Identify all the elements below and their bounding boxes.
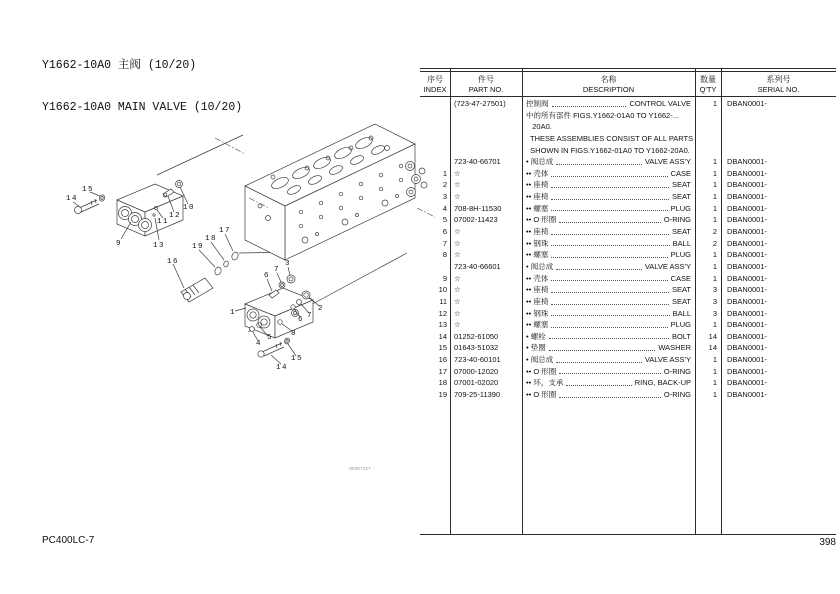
bolt-14-graphic xyxy=(75,199,100,214)
cell-part-no: (723-47-27501) xyxy=(454,99,506,108)
table-row xyxy=(420,249,836,261)
cell-index: 10 xyxy=(438,285,447,295)
cell-part-no: ☆ xyxy=(454,273,461,283)
callout-6: 6 xyxy=(297,316,305,324)
cell-part-no: ☆ xyxy=(454,285,461,295)
cell-index: 4 xyxy=(442,203,447,213)
cell-index: 17 xyxy=(438,366,447,376)
dot-leader xyxy=(552,106,627,107)
cell-part-no: 07002-11423 xyxy=(454,215,498,225)
ball-7-upper-graphic xyxy=(279,282,285,288)
dot-leader xyxy=(559,373,661,374)
table-row xyxy=(420,156,836,168)
cell-serial: DBAN0001- xyxy=(727,343,768,353)
table-row xyxy=(420,238,836,250)
cell-description: •• O 形圈 O-RING xyxy=(526,215,691,225)
cell-description: • 阀总成 VALVE ASS'Y xyxy=(526,261,691,271)
callout-4: 4 xyxy=(255,340,263,348)
table-row xyxy=(420,366,836,378)
table-header-rule xyxy=(420,96,836,97)
cell-qty: 3 xyxy=(712,285,717,295)
cell-serial: DBAN0001- xyxy=(727,157,768,167)
cell-serial: DBAN0001- xyxy=(727,238,768,248)
callout-18: 18 xyxy=(204,235,218,243)
cell-part-no: 723-40-66601 xyxy=(454,261,501,271)
cell-description: • 垫圈 WASHER xyxy=(526,343,691,353)
plug-3-graphic xyxy=(287,275,295,283)
cell-index: 12 xyxy=(438,308,447,318)
cell-part-no: ☆ xyxy=(454,168,461,178)
cell-index: 13 xyxy=(438,320,447,330)
callout-8: 8 xyxy=(290,330,298,338)
dot-leader xyxy=(551,257,667,258)
cell-qty: 1 xyxy=(712,168,717,178)
table-row xyxy=(420,133,836,145)
cell-index: 3 xyxy=(442,192,447,202)
dot-leader xyxy=(551,327,667,328)
cell-serial: DBAN0001- xyxy=(727,99,768,108)
cell-serial: DBAN0001- xyxy=(727,378,768,388)
cell-serial: DBAN0001- xyxy=(727,227,768,237)
footer-model-label: PC400LC-7 xyxy=(42,535,95,546)
cell-qty: 1 xyxy=(712,192,717,202)
cell-part-no: 708-8H-11530 xyxy=(454,203,502,213)
cell-index: 2 xyxy=(442,180,447,190)
dot-leader xyxy=(559,222,661,223)
dot-leader xyxy=(551,187,669,188)
cell-description-note: 20A0. xyxy=(526,122,552,132)
dot-leader xyxy=(551,234,669,235)
cell-description: •• 螺塞 PLUG xyxy=(526,320,691,330)
page-title-en: Y1662-10A0 MAIN VALVE (10/20) xyxy=(42,101,243,114)
table-row xyxy=(420,110,836,122)
ring-10-graphic xyxy=(176,181,183,188)
cell-part-no: 709-25-11390 xyxy=(454,390,501,400)
callout-15: 15 xyxy=(290,355,304,363)
cell-qty: 1 xyxy=(712,180,717,190)
dot-leader xyxy=(566,385,631,386)
cell-part-no: 01643-51032 xyxy=(454,343,499,353)
cell-description: •• 钢珠 BALL xyxy=(526,308,691,318)
parts-table-body xyxy=(420,98,836,401)
cell-qty: 2 xyxy=(712,238,717,248)
cell-description: •• O 形圈 O-RING xyxy=(526,390,691,400)
table-row xyxy=(420,331,836,343)
cell-serial: DBAN0001- xyxy=(727,355,768,365)
callout-3: 3 xyxy=(284,260,292,268)
header-serial-no: 系列号 SERIAL NO. xyxy=(757,75,800,94)
cell-part-no: 07000-12020 xyxy=(454,366,499,376)
cell-serial: DBAN0001- xyxy=(727,180,768,190)
dot-leader xyxy=(551,292,669,293)
drawing-number: 00307227 xyxy=(349,467,371,472)
cell-index: 14 xyxy=(438,331,447,341)
o-ring-19-graphic xyxy=(199,250,222,276)
cell-description: •• 座椅 SEAT xyxy=(526,285,691,295)
plug-8-graphic xyxy=(278,320,283,325)
cell-index: 1 xyxy=(442,168,447,178)
cell-description: •• 座椅 SEAT xyxy=(526,296,691,306)
cell-description: •• 座椅 SEAT xyxy=(526,192,691,202)
cell-qty: 2 xyxy=(712,227,717,237)
o-ring-17-graphic xyxy=(225,234,239,261)
table-row xyxy=(420,389,836,401)
cell-index: 6 xyxy=(442,227,447,237)
cell-index: 7 xyxy=(442,238,447,248)
dot-leader xyxy=(551,315,669,316)
table-row xyxy=(420,308,836,320)
main-valve-block xyxy=(245,124,427,260)
callout-9: 9 xyxy=(115,240,123,248)
cell-description-note: SHOWN IN FIGS.Y1662-01A0 TO Y1662-20A0. xyxy=(526,145,690,155)
washer-15-graphic xyxy=(98,194,105,202)
cell-qty: 1 xyxy=(712,250,717,260)
table-row xyxy=(420,121,836,133)
cell-description: • 阀总成 VALVE ASS'Y xyxy=(526,157,691,167)
cell-serial: DBAN0001- xyxy=(727,250,768,260)
header-description: 名称 DESCRIPTION xyxy=(582,75,635,94)
cell-part-no: ☆ xyxy=(454,180,461,190)
dot-leader xyxy=(551,304,669,305)
callout-10: 10 xyxy=(182,204,196,212)
callout-1: 1 xyxy=(229,309,237,317)
dot-leader xyxy=(549,350,656,351)
dot-leader xyxy=(551,280,667,281)
cell-qty: 3 xyxy=(712,296,717,306)
cell-description: •• 螺塞 PLUG xyxy=(526,203,691,213)
table-header xyxy=(420,72,836,96)
callout-17: 17 xyxy=(218,227,232,235)
cell-part-no: 723-40-66701 xyxy=(454,157,501,167)
cell-description: 控制阀 CONTROL VALVE xyxy=(526,99,691,108)
cell-part-no: ☆ xyxy=(454,296,461,306)
table-row xyxy=(420,342,836,354)
cell-qty: 14 xyxy=(708,331,717,341)
table-row xyxy=(420,377,836,389)
dot-leader xyxy=(556,269,642,270)
cell-part-no: ☆ xyxy=(454,308,461,318)
dot-leader xyxy=(556,164,642,165)
cell-part-no: ☆ xyxy=(454,320,461,330)
callout-19: 19 xyxy=(191,243,205,251)
cell-description: •• 钢珠 BALL xyxy=(526,238,691,248)
cell-qty: 14 xyxy=(708,343,717,353)
header-part-no: 件号 PART NO. xyxy=(468,75,504,94)
cell-qty: 1 xyxy=(712,320,717,330)
cell-serial: DBAN0001- xyxy=(727,273,768,283)
cell-serial: DBAN0001- xyxy=(727,203,768,213)
washer-15-lower-graphic xyxy=(284,337,291,344)
cell-qty: 1 xyxy=(712,157,717,167)
cell-description: •• 壳体 CASE xyxy=(526,168,691,178)
table-row xyxy=(420,284,836,296)
callout-7: 7 xyxy=(273,266,281,274)
cell-qty: 1 xyxy=(712,273,717,283)
cell-qty: 1 xyxy=(712,378,717,388)
cell-qty: 1 xyxy=(712,366,717,376)
table-row xyxy=(420,319,836,331)
dot-leader xyxy=(551,245,669,246)
page-title-cn: Y1662-10A0 主阀 (10/20) xyxy=(42,59,197,72)
table-row xyxy=(420,179,836,191)
callout-6: 6 xyxy=(263,272,271,280)
table-row xyxy=(420,296,836,308)
table-row xyxy=(420,203,836,215)
cell-description: •• 座椅 SEAT xyxy=(526,227,691,237)
cell-description: •• 壳体 CASE xyxy=(526,273,691,283)
cell-index: 5 xyxy=(442,215,447,225)
cell-qty: 1 xyxy=(712,390,717,400)
cell-description: •• 螺塞 PLUG xyxy=(526,250,691,260)
cell-serial: DBAN0001- xyxy=(727,215,768,225)
cell-index: 19 xyxy=(438,390,447,400)
cell-part-no: ☆ xyxy=(454,238,461,248)
callout-13: 13 xyxy=(152,242,166,250)
parts-table xyxy=(420,68,836,535)
footer-page-number: 398 xyxy=(819,537,836,548)
cell-serial: DBAN0001- xyxy=(727,261,768,271)
callout-14: 14 xyxy=(275,364,289,372)
table-row xyxy=(420,191,836,203)
cell-index: 11 xyxy=(439,296,447,306)
cell-serial: DBAN0001- xyxy=(727,320,768,330)
cell-qty: 1 xyxy=(712,99,717,108)
main-valve-diagram xyxy=(55,112,435,492)
cell-serial: DBAN0001- xyxy=(727,390,768,400)
cell-description: • 阀总成 VALVE ASS'Y xyxy=(526,355,691,365)
ring-2-graphic xyxy=(302,291,310,299)
cell-index: 16 xyxy=(438,355,447,365)
cell-part-no: 723-40-60101 xyxy=(454,355,501,365)
cell-serial: DBAN0001- xyxy=(727,296,768,306)
cell-serial: DBAN0001- xyxy=(727,192,768,202)
seat-6-lower-graphic xyxy=(291,305,295,309)
cell-part-no: 01252-61050 xyxy=(454,331,499,341)
cell-serial: DBAN0001- xyxy=(727,168,768,178)
cell-index: 15 xyxy=(438,343,447,353)
cell-serial: DBAN0001- xyxy=(727,285,768,295)
cell-qty: 1 xyxy=(712,261,717,271)
callout-15: 15 xyxy=(81,186,95,194)
cell-part-no: ☆ xyxy=(454,250,461,260)
callout-16: 16 xyxy=(166,258,180,266)
table-row xyxy=(420,354,836,366)
cell-description-note: 中的所有部件 FIGS.Y1662-01A0 TO Y1662-... xyxy=(526,110,679,120)
ball-7-lower-graphic xyxy=(297,300,302,305)
dot-leader xyxy=(559,397,661,398)
table-row xyxy=(420,168,836,180)
dot-leader xyxy=(551,210,667,211)
cell-index: 8 xyxy=(442,250,447,260)
cell-qty: 1 xyxy=(712,203,717,213)
cell-description: •• 座椅 SEAT xyxy=(526,180,691,190)
callout-2: 2 xyxy=(317,305,325,313)
table-row xyxy=(420,98,836,110)
dot-leader xyxy=(556,362,642,363)
callout-14: 14 xyxy=(65,195,79,203)
header-index: 序号 INDEX xyxy=(423,75,447,94)
exploded-diagram xyxy=(55,112,435,492)
cell-serial: DBAN0001- xyxy=(727,366,768,376)
table-row xyxy=(420,261,836,273)
header-qty: 数量 Q'TY xyxy=(699,75,717,94)
valve-assy-16-graphic xyxy=(173,264,213,302)
cell-serial: DBAN0001- xyxy=(727,308,768,318)
cell-serial: DBAN0001- xyxy=(727,331,768,341)
cell-qty: 1 xyxy=(712,355,717,365)
cell-index: 18 xyxy=(438,378,447,388)
cell-description: •• O 形圈 O-RING xyxy=(526,366,691,376)
table-row xyxy=(420,145,836,157)
callout-12: 12 xyxy=(168,212,182,220)
cell-part-no: ☆ xyxy=(454,227,461,237)
cell-qty: 3 xyxy=(712,308,717,318)
backup-ring-18-graphic xyxy=(211,242,229,268)
cell-part-no: ☆ xyxy=(454,192,461,202)
callout-5: 5 xyxy=(266,334,274,342)
dot-leader xyxy=(549,338,669,339)
table-row xyxy=(420,273,836,285)
callout-7: 7 xyxy=(306,312,314,320)
callout-11: 11 xyxy=(156,218,170,226)
table-row xyxy=(420,226,836,238)
cell-index: 9 xyxy=(442,273,447,283)
cell-qty: 1 xyxy=(712,215,717,225)
cell-description-note: THESE ASSEMBLIES CONSIST OF ALL PARTS xyxy=(526,133,694,143)
dot-leader xyxy=(551,176,667,177)
cell-part-no: 07001-02020 xyxy=(454,378,499,388)
cell-description: •• 环，支承 RING, BACK-UP xyxy=(526,378,691,388)
cell-description: • 螺栓 BOLT xyxy=(526,331,691,341)
table-row xyxy=(420,214,836,226)
dot-leader xyxy=(551,199,669,200)
